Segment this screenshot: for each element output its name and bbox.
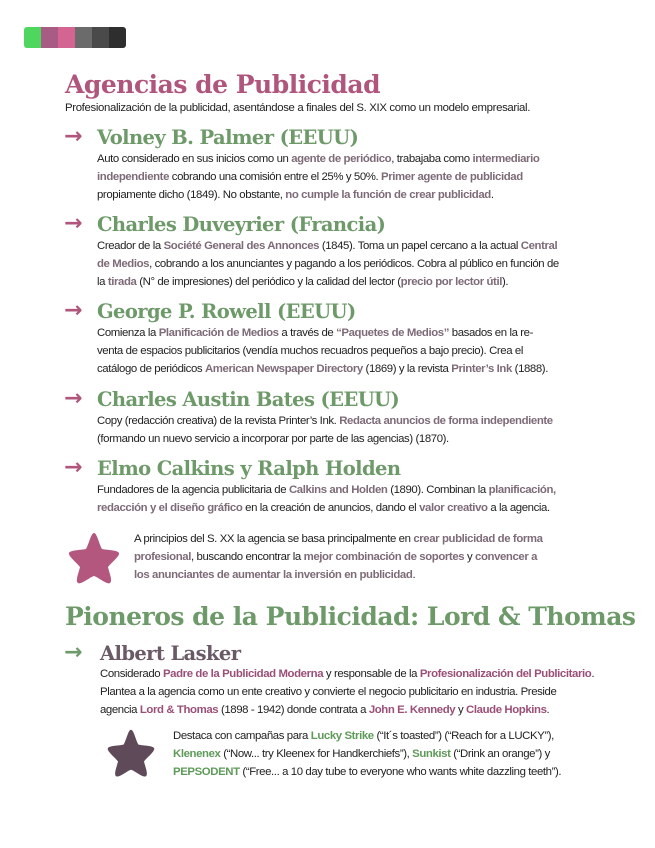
star-icon	[66, 530, 122, 586]
paragraph-charles-bates: Copy (redacción creativa) de la revista Printer’s Ink. Redacta anuncios de forma independiente (formando un nuevo servicio a incorporar por parte de las agencias) (1870).	[97, 415, 553, 445]
note-campanas-lasker: Destaca con campañas para Lucky Strike (“It´s toasted”) (“Reach for a LUCKY”), Klenenex (“Now... try Kleenex for Handkerchiefs”), Sunkist (“Drink an orange”) y PEPSODENT (“Free... a 10 day tube to everyone who wants white dazzling teeth”).	[173, 730, 562, 778]
heading-charles-duveyrier: Charles Duveyrier (Francia)	[97, 213, 386, 236]
section-title-agencias: Agencias de Publicidad	[65, 70, 381, 99]
heading-george-rowell: George P. Rowell (EEUU)	[97, 300, 356, 323]
section-title-pioneros: Pioneros de la Publicidad: Lord & Thomas	[65, 602, 636, 631]
heading-elmo-calkins: Elmo Calkins y Ralph Holden	[97, 457, 401, 480]
heading-albert-lasker: Albert Lasker	[100, 642, 241, 665]
heading-volney-palmer: Volney B. Palmer (EEUU)	[97, 126, 359, 149]
arrow-icon: →	[64, 298, 83, 323]
color-swatch	[58, 27, 75, 48]
color-swatch	[75, 27, 92, 48]
arrow-icon: →	[64, 124, 83, 149]
color-swatch	[109, 27, 126, 48]
paragraph-charles-duveyrier: Creador de la Société General des Annonces (1845). Toma un papel cercano a la actual Central de Medios, cobrando a los anunciantes y pagando a los periódicos. Cobra al público en función de la tirada (N° de impresiones) del periódico y la calidad del lector (precio por lector útil).	[97, 240, 559, 288]
arrow-icon: →	[64, 455, 83, 480]
color-swatch	[92, 27, 109, 48]
paragraph-george-rowell: Comienza la Planificación de Medios a través de “Paquetes de Medios” basados en la re-venta de espacios publicitarios (vendía muchos recuadros pequeños a bajo precio). Crea el catálogo de periódicos American Newspaper Directory (1869) y la revista Printer’s Ink (1888).	[97, 327, 548, 375]
color-swatch	[41, 27, 58, 48]
arrow-icon: →	[64, 640, 83, 665]
paragraph-volney-palmer: Auto considerado en sus inicios como un agente de periódico, trabajaba como intermediario independiente cobrando una comisión entre el 25% y 50%. Primer agente de publicidad propiamente dicho (1849). No obstante, no cumple la función de crear publicidad.	[97, 153, 540, 201]
paragraph-albert-lasker: Considerado Padre de la Publicidad Moderna y responsable de la Profesionalización del Publicitario. Plantea a la agencia como un ente creativo y convierte el negocio publicitario en industria. Preside agencia Lord & Thomas (1898 - 1942) donde contrata a John E. Kennedy y Claude Hopkins.	[100, 668, 595, 716]
section-subtitle: Profesionalización de la publicidad, asentándose a finales del S. XIX como un modelo empresarial.	[65, 102, 531, 114]
note-agencia-s-xx: A principios del S. XX la agencia se basa principalmente en crear publicidad de forma profesional, buscando encontrar la mejor combinación de soportes y convencer a los anunciantes de aumentar la inversión en publicidad.	[134, 533, 543, 581]
heading-charles-bates: Charles Austin Bates (EEUU)	[97, 388, 400, 411]
paragraph-elmo-calkins: Fundadores de la agencia publicitaria de Calkins and Holden (1890). Combinan la planificación, redacción y el diseño gráfico en la creación de anuncios, dando el valor creativo a la agencia.	[97, 484, 556, 514]
star-icon	[105, 727, 157, 779]
arrow-icon: →	[64, 386, 83, 411]
color-swatch-bar	[24, 27, 126, 48]
arrow-icon: →	[64, 211, 83, 236]
color-swatch	[24, 27, 41, 48]
